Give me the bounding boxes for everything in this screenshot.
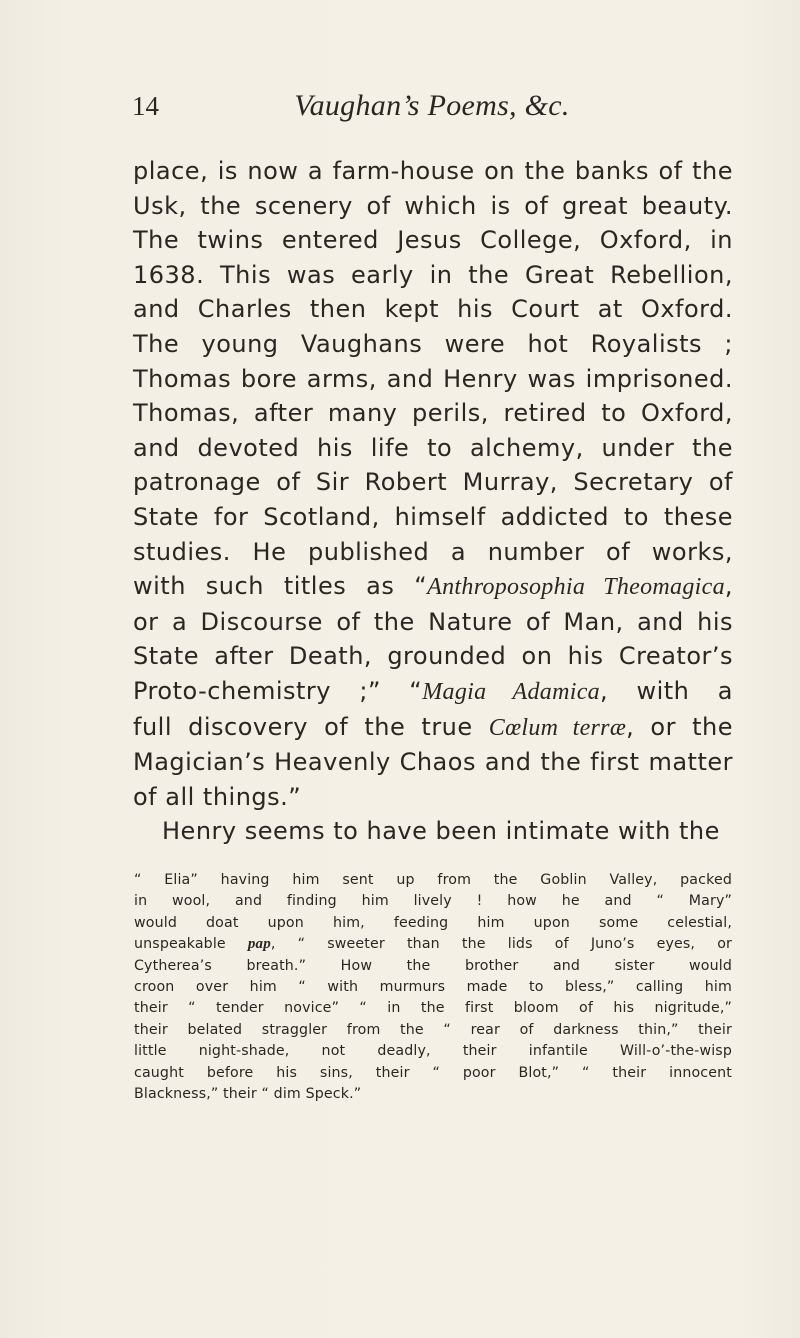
footnote-line — [134, 1063, 732, 1084]
footnote-line — [134, 891, 732, 912]
italic-title: pap — [247, 936, 271, 953]
footnote-line — [134, 998, 732, 1019]
body-line — [133, 500, 733, 535]
line-text: State after Death, grounded on his Creator’s — [133, 642, 733, 671]
line-text: place, is now a farm-house on the banks of the — [133, 157, 733, 185]
page-number: 14 — [132, 91, 159, 121]
line-text: The twins entered Jesus College, Oxford, in — [133, 226, 733, 255]
body-line — [133, 154, 733, 189]
line-text: would doat upon him, feeding him upon some celestial, — [134, 914, 732, 931]
footnote-line — [134, 1084, 732, 1105]
line-text: , — [724, 572, 734, 601]
body-line — [133, 189, 733, 224]
body-line — [133, 223, 733, 258]
body-line — [133, 569, 733, 605]
body-line — [133, 780, 733, 815]
line-text: unspeakable — [134, 936, 248, 953]
body-line — [133, 327, 733, 362]
line-text: and devoted his life to alchemy, under the — [133, 433, 733, 462]
line-text: Blackness,” their “ dim Speck.” — [134, 1086, 362, 1103]
footnote-line — [134, 870, 732, 891]
line-text: little night-shade, not deadly, their infantile Will-o’-the-wisp — [134, 1043, 732, 1060]
line-text: , with a — [599, 676, 734, 705]
body-line — [133, 292, 733, 327]
line-text: 1638. This was early in the Great Rebellion, — [133, 260, 733, 289]
body-line — [133, 258, 733, 293]
line-text: full discovery of the true — [133, 712, 489, 741]
line-text: patronage of Sir Robert Murray, Secretary of — [133, 468, 733, 497]
body-text — [133, 154, 733, 849]
line-text: or a Discourse of the Nature of Man, and his — [133, 607, 733, 636]
line-text: Proto-chemistry ;” “ — [133, 676, 423, 705]
footnote-line — [134, 977, 732, 998]
line-text: Usk, the scenery of which is of great beauty. — [133, 191, 733, 220]
line-text: Cytherea’s breath.” How the brother and sister would — [134, 957, 732, 974]
footnote-line — [134, 1020, 732, 1041]
footnote-line — [134, 913, 732, 934]
body-line — [133, 639, 733, 674]
line-text: caught before his sins, their “ poor Blot,” “ their innocent — [134, 1064, 732, 1081]
body-line — [133, 465, 733, 500]
body-line — [133, 535, 733, 570]
body-line — [133, 814, 733, 849]
line-text: , “ sweeter than the lids of Juno’s eyes, or — [270, 936, 733, 953]
line-text: The young Vaughans were hot Royalists ; — [133, 329, 733, 358]
line-text: studies. He published a number of works, — [133, 537, 733, 566]
footnote — [134, 870, 732, 1105]
line-text: of all things.” — [133, 782, 302, 811]
body-line — [133, 710, 733, 746]
line-text: Thomas bore arms, and Henry was imprisoned. — [133, 364, 733, 393]
line-text: “ Elia” having him sent up from the Goblin Valley, packed — [134, 872, 732, 888]
line-text: with such titles as “ — [133, 572, 428, 601]
page-header — [132, 84, 732, 128]
line-text: Henry seems to have been intimate with the — [162, 817, 720, 846]
line-text: croon over him “ with murmurs made to bless,” calling him — [134, 979, 732, 996]
line-text: Thomas, after many perils, retired to Oxford, — [133, 399, 733, 428]
body-line — [133, 674, 733, 710]
line-text: their belated straggler from the “ rear of darkness thin,” their — [134, 1021, 732, 1038]
italic-title: Cœlum terræ — [488, 714, 627, 741]
body-line — [133, 745, 733, 780]
line-text: and Charles then kept his Court at Oxford. — [133, 295, 733, 324]
body-line — [133, 362, 733, 397]
line-text: , or the — [626, 712, 733, 741]
line-text: State for Scotland, himself addicted to these — [133, 502, 733, 531]
footnote-line — [134, 1041, 732, 1062]
body-line — [133, 431, 733, 466]
italic-title: Anthroposophia Theomagica — [427, 574, 725, 601]
italic-title: Magia Adamica — [422, 678, 600, 705]
footnote-line — [134, 956, 732, 977]
footnote-line — [134, 934, 732, 955]
running-title: Vaughan’s Poems, &c. — [294, 89, 570, 122]
line-text: their “ tender novice” “ in the first bloom of his nigritude,” — [134, 1000, 732, 1017]
line-text: Magician’s Heavenly Chaos and the first matter — [133, 748, 733, 777]
line-text: in wool, and finding him lively ! how he and “ Mary” — [134, 893, 732, 910]
body-line — [133, 605, 733, 640]
body-line — [133, 396, 733, 431]
